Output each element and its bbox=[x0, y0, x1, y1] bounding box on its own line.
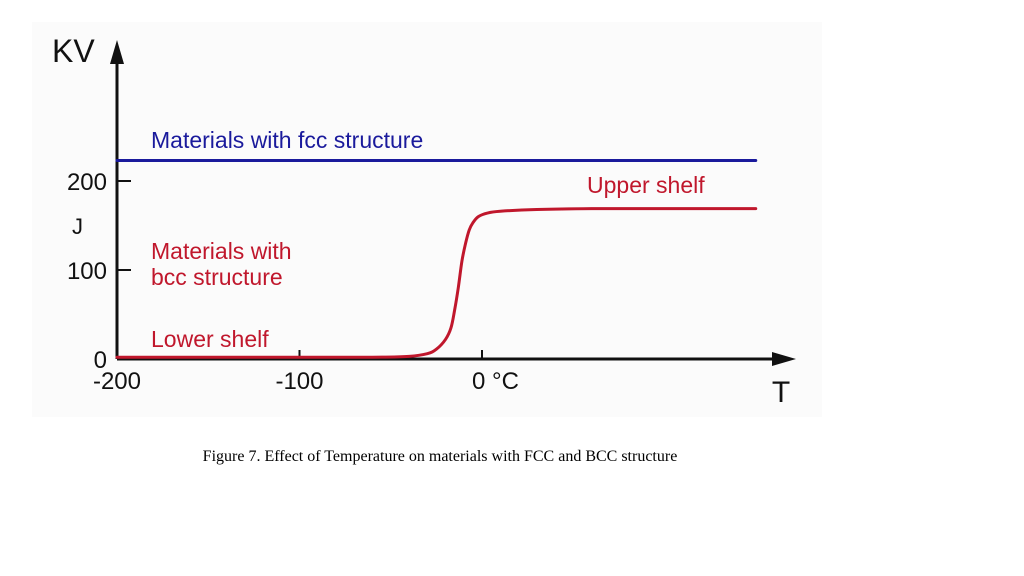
x-axis-title: T bbox=[771, 376, 791, 409]
figure-caption: Figure 7. Effect of Temperature on materials with FCC and BCC structure bbox=[202, 448, 678, 465]
x-tick-label: -200 bbox=[92, 368, 142, 395]
y-tick-label: 200 bbox=[66, 169, 107, 196]
fcc-annotation: Materials with fcc structure bbox=[151, 127, 424, 153]
x-tick-label: -100 bbox=[275, 368, 324, 395]
y-axis-unit: J bbox=[72, 214, 83, 239]
upper-shelf-annotation: Upper shelf bbox=[587, 172, 705, 198]
bcc-annotation-line1: Materials with bbox=[151, 238, 292, 264]
y-axis-title: KV bbox=[52, 33, 95, 69]
lower-shelf-annotation: Lower shelf bbox=[151, 326, 269, 352]
y-tick-label: 0 bbox=[93, 347, 107, 374]
y-tick-label: 100 bbox=[66, 258, 107, 285]
bcc-annotation-line2: bcc structure bbox=[151, 264, 283, 290]
x-tick-label: 0 °C bbox=[472, 368, 519, 395]
